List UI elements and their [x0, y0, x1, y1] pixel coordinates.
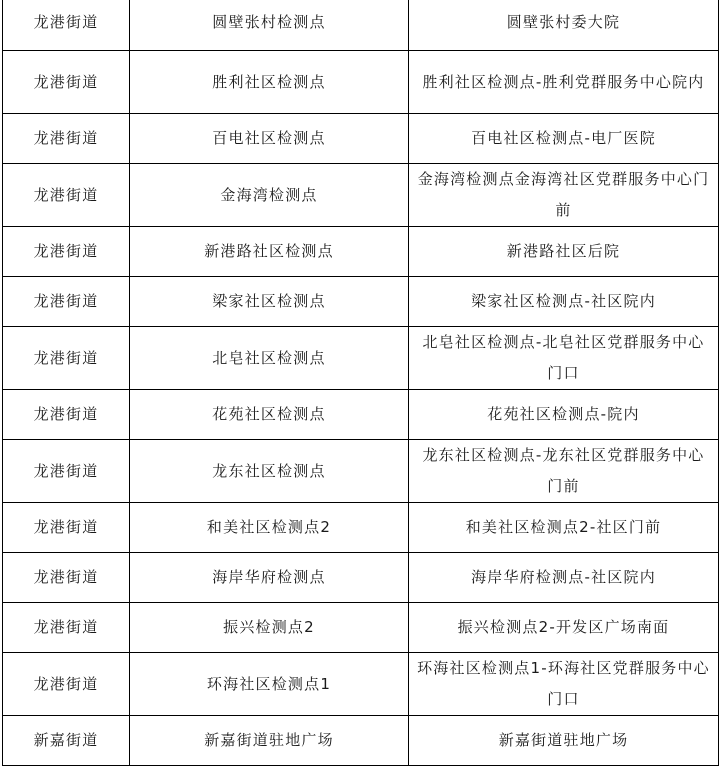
cell-address: 北皂社区检测点-北皂社区党群服务中心门口	[409, 327, 719, 390]
cell-street: 龙港街道	[3, 553, 130, 603]
table-row	[3, 0, 719, 51]
cell-site: 梁家社区检测点	[130, 277, 409, 327]
testing-sites-table	[2, 0, 719, 766]
cell-street: 龙港街道	[3, 51, 130, 114]
cell-site: 花苑社区检测点	[130, 390, 409, 440]
cell-site: 海岸华府检测点	[130, 553, 409, 603]
cell-address: 金海湾检测点金海湾社区党群服务中心门前	[409, 164, 719, 227]
cell-site: 北皂社区检测点	[130, 327, 409, 390]
cell-address: 环海社区检测点1-环海社区党群服务中心门口	[409, 653, 719, 716]
cell-street: 龙港街道	[3, 440, 130, 503]
cell-address: 振兴检测点2-开发区广场南面	[409, 603, 719, 653]
table-row	[3, 553, 719, 603]
cell-site: 新嘉街道驻地广场	[130, 716, 409, 766]
table-row	[3, 164, 719, 227]
cell-street: 龙港街道	[3, 603, 130, 653]
cell-street: 龙港街道	[3, 503, 130, 553]
cell-site: 圆壁张村检测点	[130, 0, 409, 51]
table-row	[3, 390, 719, 440]
table-row	[3, 277, 719, 327]
table-row	[3, 603, 719, 653]
table-row	[3, 503, 719, 553]
cell-site: 胜利社区检测点	[130, 51, 409, 114]
cell-street: 龙港街道	[3, 390, 130, 440]
cell-street: 龙港街道	[3, 0, 130, 51]
cell-address: 胜利社区检测点-胜利党群服务中心院内	[409, 51, 719, 114]
cell-address: 圆壁张村委大院	[409, 0, 719, 51]
cell-address: 花苑社区检测点-院内	[409, 390, 719, 440]
cell-address: 海岸华府检测点-社区院内	[409, 553, 719, 603]
cell-street: 龙港街道	[3, 227, 130, 277]
cell-address: 百电社区检测点-电厂医院	[409, 114, 719, 164]
table-row	[3, 227, 719, 277]
cell-site: 龙东社区检测点	[130, 440, 409, 503]
table-row	[3, 653, 719, 716]
cell-site: 和美社区检测点2	[130, 503, 409, 553]
cell-street: 龙港街道	[3, 653, 130, 716]
cell-address: 和美社区检测点2-社区门前	[409, 503, 719, 553]
cell-street: 龙港街道	[3, 327, 130, 390]
cell-address: 新港路社区后院	[409, 227, 719, 277]
cell-site: 新港路社区检测点	[130, 227, 409, 277]
cell-address: 龙东社区检测点-龙东社区党群服务中心门前	[409, 440, 719, 503]
table-body	[3, 0, 719, 766]
table-row	[3, 51, 719, 114]
table-row	[3, 716, 719, 766]
table-row	[3, 114, 719, 164]
cell-site: 百电社区检测点	[130, 114, 409, 164]
table-row	[3, 440, 719, 503]
cell-address: 新嘉街道驻地广场	[409, 716, 719, 766]
cell-site: 振兴检测点2	[130, 603, 409, 653]
cell-street: 龙港街道	[3, 164, 130, 227]
cell-site: 环海社区检测点1	[130, 653, 409, 716]
cell-site: 金海湾检测点	[130, 164, 409, 227]
cell-street: 新嘉街道	[3, 716, 130, 766]
cell-address: 梁家社区检测点-社区院内	[409, 277, 719, 327]
table-row	[3, 327, 719, 390]
cell-street: 龙港街道	[3, 277, 130, 327]
cell-street: 龙港街道	[3, 114, 130, 164]
